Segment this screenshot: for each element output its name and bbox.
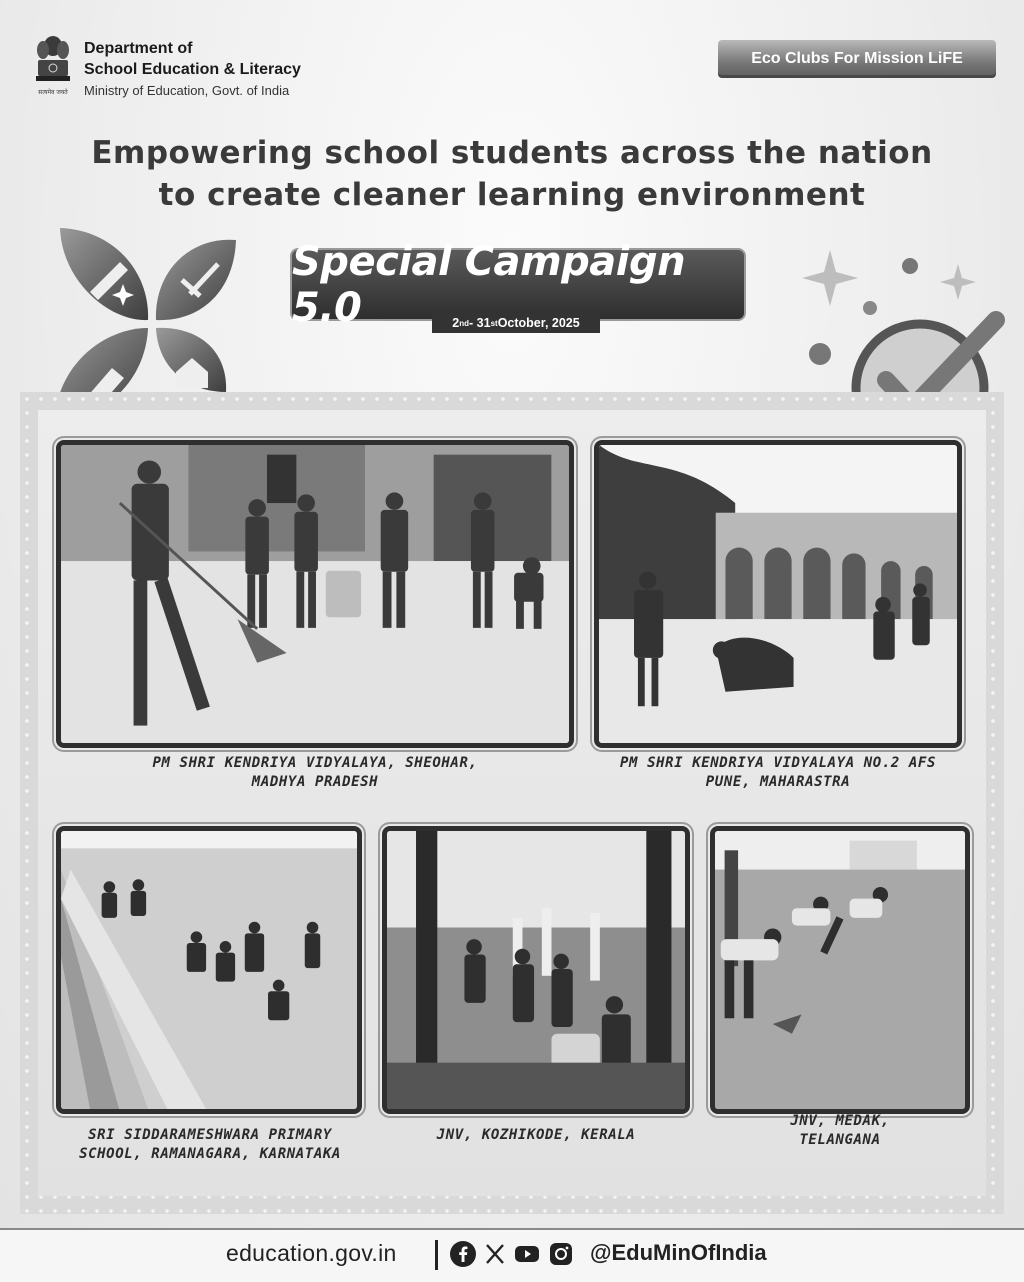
national-emblem-icon: [30, 32, 76, 104]
caption-sheohar: PM SHRI KENDRIYA VIDYALAYA, SHEOHAR, MADHYA PRADESH: [152, 755, 478, 790]
youtube-icon[interactable]: [514, 1241, 540, 1267]
photo-sheohar: [56, 440, 574, 748]
special-campaign-title: Special Campaign 5.0: [290, 248, 746, 321]
photo-collage-panel: [20, 392, 1004, 1214]
caption-ramanagara: SRI SIDDARAMESHWARA PRIMARY SCHOOL, RAMANAGARA, KARNATAKA: [79, 1127, 341, 1162]
facebook-icon[interactable]: [450, 1241, 476, 1267]
photo-ramanagara: [56, 826, 362, 1114]
footer-divider: [435, 1240, 438, 1270]
photo-medak: [710, 826, 970, 1114]
x-icon[interactable]: [482, 1241, 508, 1267]
instagram-icon[interactable]: [548, 1241, 574, 1267]
dept-line-1: Department of: [84, 40, 193, 57]
campaign-dates: 2 nd - 31 st October, 2025: [432, 313, 600, 333]
caption-medak: JNV, MEDAK, TELANGANA: [790, 1113, 890, 1148]
headline-line-2: to create cleaner learning environment: [158, 177, 866, 213]
headline-line-1: Empowering school students across the nation: [91, 135, 933, 171]
eco-clubs-badge: Eco Clubs For Mission LiFE: [718, 40, 996, 78]
caption-pune: PM SHRI KENDRIYA VIDYALAYA NO.2 AFS PUNE, MAHARASTRA: [619, 755, 936, 790]
dept-line-3: Ministry of Education, Govt. of India: [84, 83, 290, 98]
department-title: [84, 38, 301, 101]
footer: [0, 1228, 1024, 1282]
caption-kozhikode: JNV, KOZHIKODE, KERALA: [436, 1127, 636, 1143]
headline: [0, 132, 1024, 216]
dept-line-2: School Education & Literacy: [84, 61, 301, 78]
svg-text:सत्यमेव जयते: सत्यमेव जयते: [38, 89, 68, 96]
photo-pune: [594, 440, 962, 748]
website-link[interactable]: education.gov.in: [226, 1240, 397, 1266]
photo-kozhikode: [382, 826, 690, 1114]
social-handle[interactable]: @EduMinOfIndia: [590, 1240, 767, 1265]
